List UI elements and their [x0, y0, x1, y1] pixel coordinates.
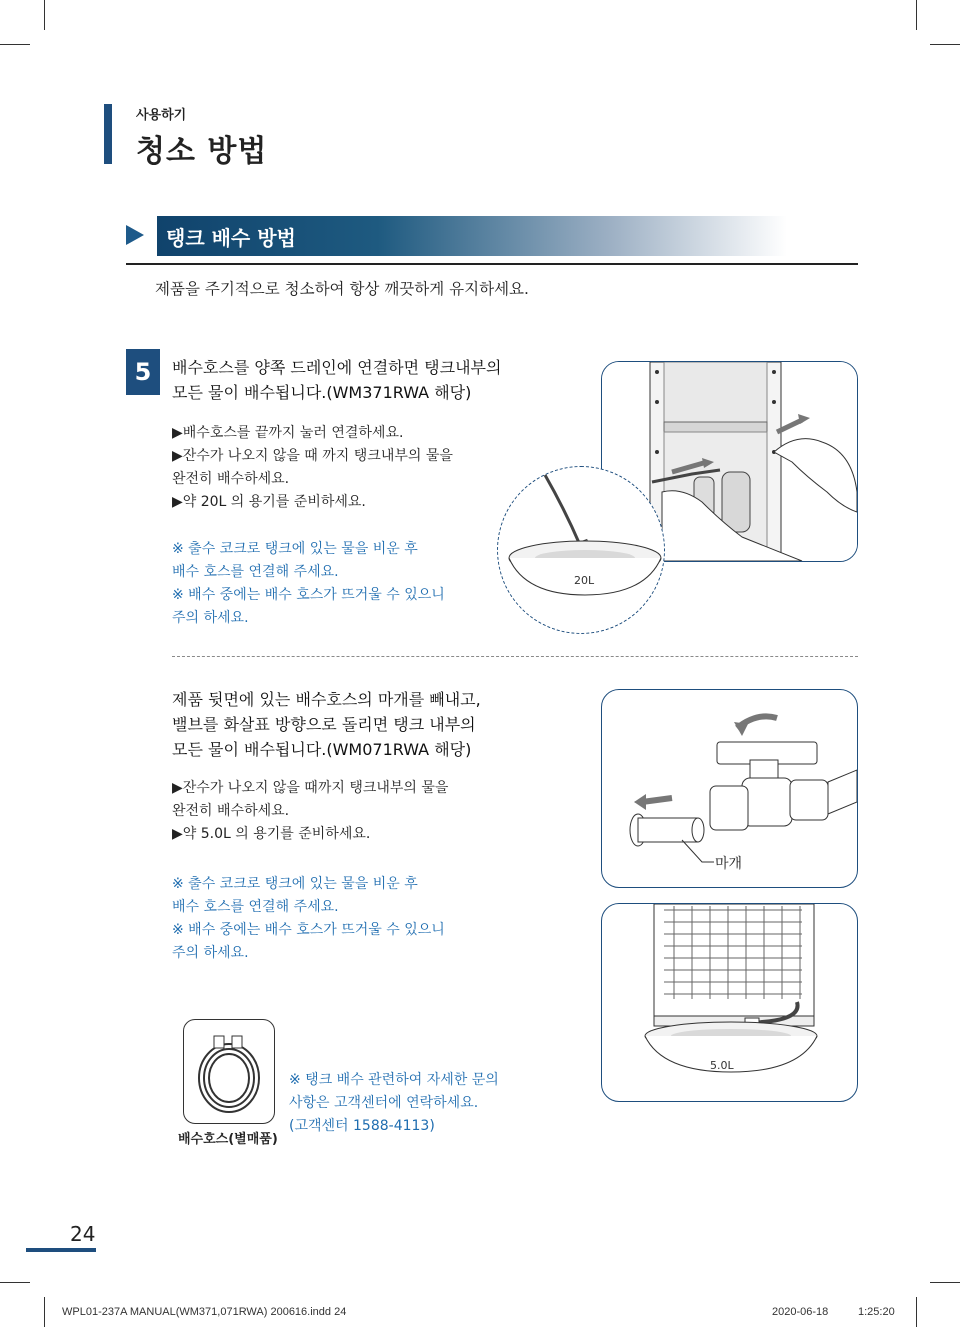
- section-rule: [126, 263, 858, 265]
- section-intro: 제품을 주기적으로 청소하여 항상 깨끗하게 유지하세요.: [155, 280, 529, 298]
- valve-illustration: [601, 689, 858, 888]
- page-title: 청소 방법: [136, 134, 268, 169]
- drain-hose-accessory-box: [183, 1019, 275, 1124]
- footer-time: 1:25:20: [858, 1306, 895, 1318]
- step5-heading: 배수호스를 양쪽 드레인에 연결하면 탱크내부의 모든 물이 배수됩니다.(WM371RWA 해당): [172, 358, 502, 402]
- crop-mark: [44, 0, 45, 30]
- page-number: 24: [70, 1222, 96, 1246]
- stepb-heading: 제품 뒷면에 있는 배수호스의 마개를 빼내고, 밸브를 화살표 방향으로 돌리면 탱크 내부의 모든 물이 배수됩니다.(WM071RWA 해당): [172, 690, 481, 759]
- rear-drain-illustration: [601, 903, 858, 1102]
- stepb-notes: ※ 출수 코크로 탱크에 있는 물을 비운 후 배수 호스를 연결해 주세요. ※ 배수 중에는 배수 호스가 뜨거울 수 있으니 주의 하세요.: [172, 876, 445, 961]
- crop-mark: [930, 1282, 960, 1283]
- crop-mark: [916, 1297, 917, 1327]
- title-accent-bar: [104, 104, 112, 164]
- cap-label: 마개: [715, 856, 743, 872]
- section-title: 탱크 배수 방법: [166, 226, 296, 250]
- crop-mark: [0, 1282, 30, 1283]
- coiled-hose-icon: [184, 1020, 274, 1123]
- step5-notes: ※ 출수 코크로 탱크에 있는 물을 비운 후 배수 호스를 연결해 주세요. ※ 배수 중에는 배수 호스가 뜨거울 수 있으니 주의 하세요.: [172, 541, 445, 626]
- crop-mark: [44, 1297, 45, 1327]
- drain-hose-label: 배수호스(별매품): [178, 1132, 278, 1147]
- step5-bullets: ▶배수호스를 끝까지 눌러 연결하세요. ▶잔수가 나오지 않을 때 까지 탱크내부의 물을 완전히 배수하세요. ▶약 20L 의 용기를 준비하세요.: [172, 425, 453, 510]
- hose-contact-note: ※ 탱크 배수 관련하여 자세한 문의 사항은 고객센터에 연락하세요. (고객센터 1588-4113): [289, 1072, 499, 1134]
- crop-mark: [930, 44, 960, 45]
- stepb-bullets: ▶잔수가 나오지 않을 때까지 탱크내부의 물을 완전히 배수하세요. ▶약 5.0L 의 용기를 준비하세요.: [172, 780, 449, 842]
- section-arrow-icon: [126, 225, 144, 245]
- page-number-rule: [26, 1248, 96, 1252]
- footer-date: 2020-06-18: [772, 1306, 829, 1318]
- step-divider: [172, 656, 858, 657]
- bowl-volume-label: 20L: [574, 574, 595, 587]
- bowl-volume-label-5l: 5.0L: [710, 1059, 734, 1072]
- step-number-badge: 5: [126, 349, 160, 395]
- breadcrumb: 사용하기: [136, 108, 187, 123]
- crop-mark: [916, 0, 917, 30]
- footer-filename: WPL01-237A MANUAL(WM371,071RWA) 200616.indd 24: [62, 1306, 347, 1318]
- crop-mark: [0, 44, 30, 45]
